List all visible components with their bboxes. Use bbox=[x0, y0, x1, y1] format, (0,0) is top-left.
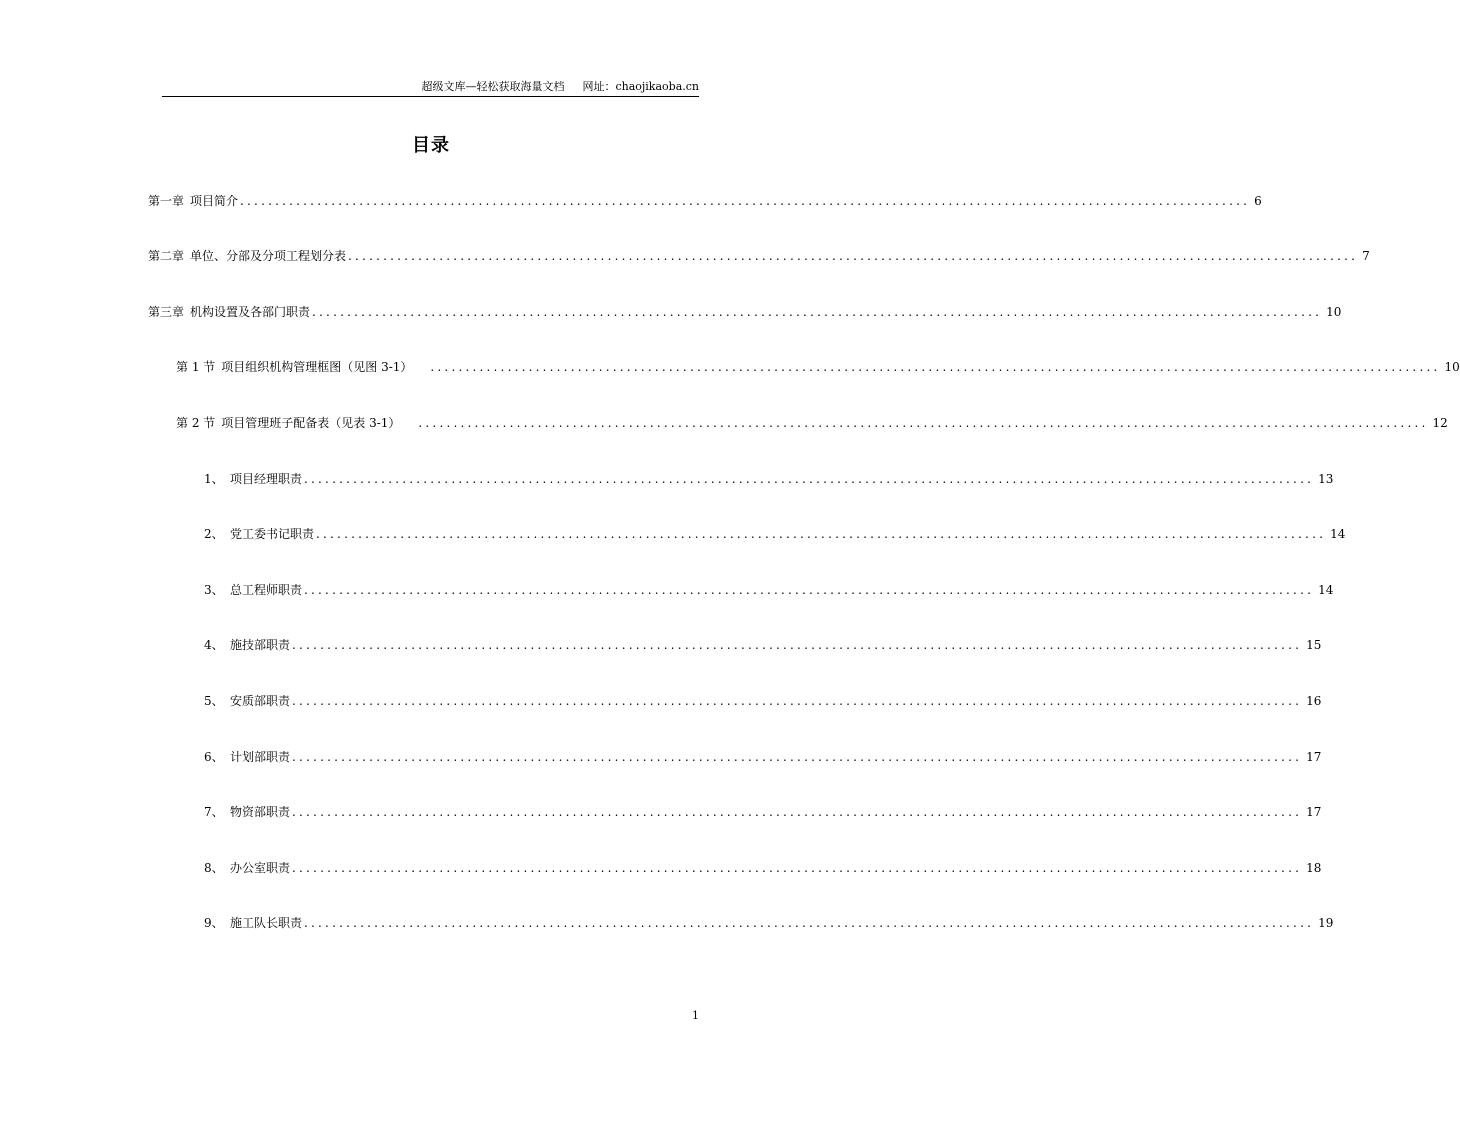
toc-label: 物资部职责 bbox=[230, 805, 291, 819]
dot-leader: ................................................................................................................................................ bbox=[316, 527, 1327, 541]
dot-leader: ................................................................................................................................................ bbox=[304, 472, 1315, 486]
toc-number: 2、 bbox=[204, 527, 224, 541]
dot-leader: ................................................................................................................................................ bbox=[292, 805, 1303, 819]
toc-label: 单位、分部及分项工程划分表 bbox=[190, 249, 347, 263]
toc-entry-item-1[interactable] bbox=[204, 469, 1334, 489]
header-rule bbox=[162, 96, 699, 97]
toc-label: 安质部职责 bbox=[230, 694, 291, 708]
page-header bbox=[162, 78, 699, 96]
toc-page-number: 14 bbox=[1318, 583, 1334, 597]
toc-label: 项目简介 bbox=[190, 194, 239, 208]
toc-entry-item-4[interactable] bbox=[204, 635, 1322, 655]
toc-number: 第一章 bbox=[148, 194, 185, 208]
toc-page-number: 6 bbox=[1254, 194, 1262, 208]
toc-number: 3、 bbox=[204, 583, 224, 597]
toc-page-number: 14 bbox=[1330, 527, 1346, 541]
dot-leader: ................................................................................................................................................ bbox=[292, 861, 1303, 875]
dot-leader: ................................................................................................................................................ bbox=[430, 360, 1441, 374]
toc-entry-section-1[interactable] bbox=[176, 357, 1460, 377]
toc-number: 第二章 bbox=[148, 249, 185, 263]
toc-page-number: 15 bbox=[1306, 638, 1322, 652]
page-title: 目录 bbox=[412, 135, 450, 156]
toc-entry-section-2[interactable] bbox=[176, 413, 1448, 433]
toc-page-number: 10 bbox=[1444, 360, 1460, 374]
header-site-text: 超级文库—轻松获取海量文档 bbox=[421, 80, 565, 93]
toc-label: 总工程师职责 bbox=[230, 583, 303, 597]
toc-label: 计划部职责 bbox=[230, 750, 291, 764]
toc-number: 第 1 节 bbox=[176, 360, 216, 374]
dot-leader: ................................................................................................................................................ bbox=[292, 694, 1303, 708]
toc-page-number: 18 bbox=[1306, 861, 1322, 875]
toc-label: 党工委书记职责 bbox=[230, 527, 315, 541]
toc-number: 第 2 节 bbox=[176, 416, 216, 430]
toc-number: 4、 bbox=[204, 638, 224, 652]
toc-page-number: 17 bbox=[1306, 805, 1322, 819]
toc-entry-item-3[interactable] bbox=[204, 580, 1334, 600]
toc-number: 8、 bbox=[204, 861, 224, 875]
toc-entry-chapter-1[interactable] bbox=[148, 191, 1262, 211]
dot-leader: ................................................................................................................................................ bbox=[348, 249, 1359, 263]
toc-label: 机构设置及各部门职责 bbox=[190, 305, 311, 319]
toc-label: 项目管理班子配备表（见表 3-1） bbox=[221, 416, 401, 430]
toc-label: 项目组织机构管理框图（见图 3-1） bbox=[221, 360, 413, 374]
dot-leader: ................................................................................................................................................ bbox=[304, 916, 1315, 930]
dot-leader: ................................................................................................................................................ bbox=[292, 750, 1303, 764]
toc-entry-item-8[interactable] bbox=[204, 858, 1322, 878]
dot-leader: ................................................................................................................................................ bbox=[240, 194, 1251, 208]
toc-label: 施工队长职责 bbox=[230, 916, 303, 930]
toc-page-number: 16 bbox=[1306, 694, 1322, 708]
toc-page-number: 13 bbox=[1318, 472, 1334, 486]
toc-number: 6、 bbox=[204, 750, 224, 764]
toc-label: 施技部职责 bbox=[230, 638, 291, 652]
toc-number: 7、 bbox=[204, 805, 224, 819]
dot-leader: ................................................................................................................................................ bbox=[418, 416, 1429, 430]
toc-label: 办公室职责 bbox=[230, 861, 291, 875]
toc-entry-item-6[interactable] bbox=[204, 747, 1322, 767]
toc-page-number: 12 bbox=[1432, 416, 1448, 430]
toc-entry-item-5[interactable] bbox=[204, 691, 1322, 711]
toc-entry-item-9[interactable] bbox=[204, 913, 1334, 933]
toc-entry-chapter-2[interactable] bbox=[148, 246, 1370, 266]
page-number: 1 bbox=[692, 1009, 699, 1022]
dot-leader: ................................................................................................................................................ bbox=[304, 583, 1315, 597]
toc-entry-chapter-3[interactable] bbox=[148, 302, 1342, 322]
header-url-text: 网址：chaojikaoba.cn bbox=[582, 80, 699, 93]
toc-page-number: 10 bbox=[1326, 305, 1342, 319]
toc-number: 第三章 bbox=[148, 305, 185, 319]
toc-page-number: 19 bbox=[1318, 916, 1334, 930]
toc-number: 5、 bbox=[204, 694, 224, 708]
toc-entry-item-2[interactable] bbox=[204, 524, 1346, 544]
toc-number: 1、 bbox=[204, 472, 224, 486]
dot-leader: ................................................................................................................................................ bbox=[312, 305, 1323, 319]
toc-label: 项目经理职责 bbox=[230, 472, 303, 486]
toc-page-number: 7 bbox=[1362, 249, 1370, 263]
toc-number: 9、 bbox=[204, 916, 224, 930]
toc-page-number: 17 bbox=[1306, 750, 1322, 764]
toc-entry-item-7[interactable] bbox=[204, 802, 1322, 822]
dot-leader: ................................................................................................................................................ bbox=[292, 638, 1303, 652]
